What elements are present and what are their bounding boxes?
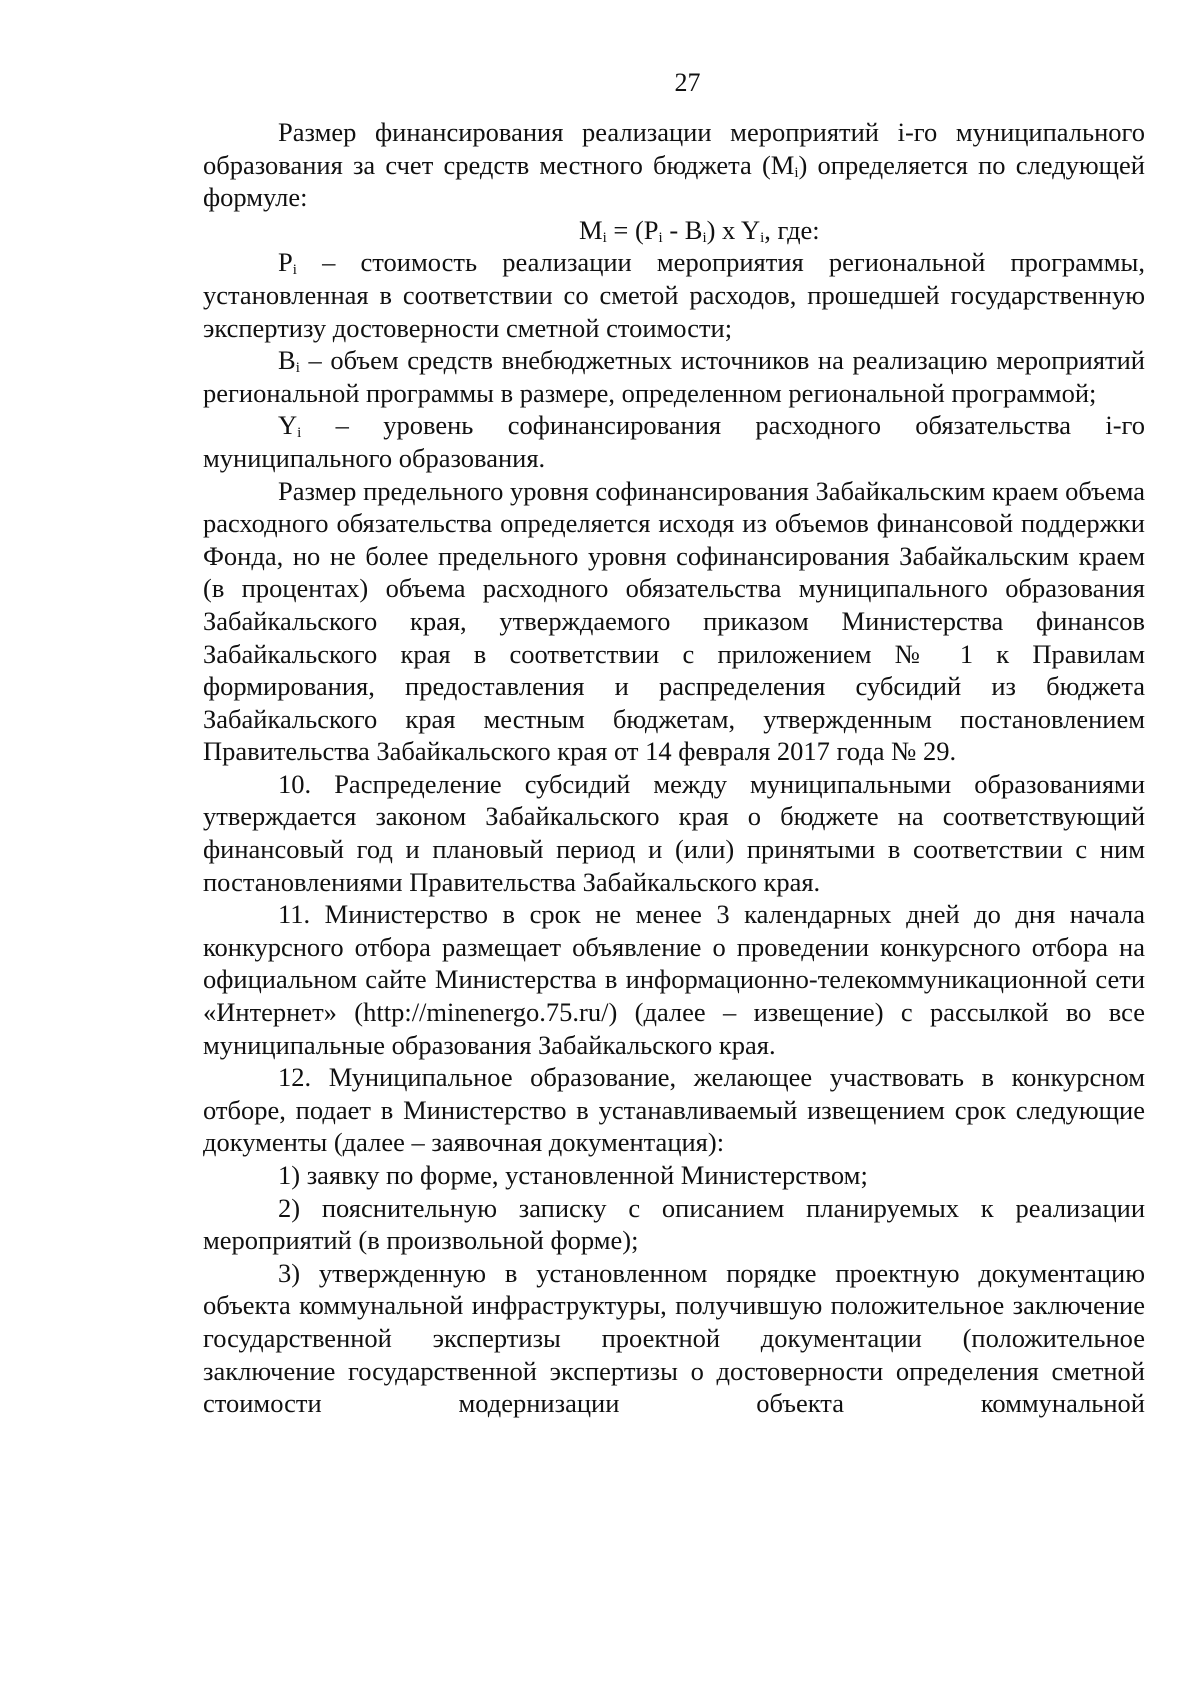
formula-tail: , где: (764, 214, 820, 245)
formula (203, 214, 1145, 247)
formula-b-sub: i (702, 229, 707, 246)
definition-b-sub: i (295, 360, 300, 377)
formula-eq: = (P (606, 214, 659, 245)
definition-p-sub: i (292, 262, 297, 279)
intro-tail: ) определяется по следующей формуле: (203, 149, 1145, 213)
definition-p (203, 246, 1145, 344)
definition-b-letter: B (278, 345, 296, 376)
definition-y-letter: Y (278, 410, 298, 441)
formula-minus: - B (662, 214, 703, 245)
paragraph-10: 10. Распределение субсидий между муниципальными образованиями утверждается законом Забайкальского края о бюджете на соответствующий финансовый год и плановый период и (или) принятыми в соответствии с ним постановлениями Правительства Забайкальского края. (203, 768, 1145, 897)
definition-y (203, 409, 1145, 474)
definition-p-text: – стоимость реализации мероприятия региональной программы, установленная в соответствии со сметой расходов, прошедшей государственную экспертизу достоверности сметной стоимости; (203, 247, 1145, 343)
formula-times: ) x Y (706, 214, 761, 245)
list-item-1: 1) заявку по форме, установленной Министерством; (278, 1160, 868, 1190)
definition-b-text: – объем средств внебюджетных источников на реализацию мероприятий региональной программы в размере, определенном региональной программой; (203, 345, 1145, 408)
paragraph-12: 12. Муниципальное образование, желающее участвовать в конкурсном отборе, подает в Министерство в устанавливаемый извещением срок следующие документы (далее – заявочная документация): (203, 1062, 1145, 1158)
definition-b (203, 344, 1145, 409)
formula-m: M (579, 214, 603, 245)
definition-y-sub: i (297, 425, 302, 442)
document-body (203, 116, 1145, 1420)
formula-m-sub: i (602, 229, 607, 246)
list-item-2: 2) пояснительную записку с описанием планируемых к реализации мероприятий (в произвольной форме); (203, 1192, 1145, 1256)
page-number: 27 (674, 68, 701, 97)
formula-p-sub: i (658, 229, 663, 246)
list-item-3: 3) утвержденную в установленном порядке проектную документацию объекта коммунальной инфраструктуры, получившую положительное заключение государственной экспертизы проектной документации (положительное заключение государственной экспертизы о достоверности определения сметной стоимости модернизации объекта коммунальной (203, 1257, 1145, 1419)
definition-p-letter: P (278, 247, 293, 278)
intro-text: Размер финансирования реализации мероприятий i-го муниципального образования за счет средств местного бюджета (M (203, 117, 1145, 180)
formula-y-sub: i (760, 229, 765, 246)
intro-paragraph (203, 116, 1145, 214)
paragraph-11: 11. Министерство в срок не менее 3 календарных дней до дня начала конкурсного отбора размещает объявление о проведении конкурсного отбора на официальном сайте Министерства в информационно-телекоммуникационной сети «Интернет» (http://minenergo.75.ru/) (далее – извещение) с рассылкой во все муниципальные образования Забайкальского края. (203, 899, 1145, 1060)
paragraph-cofinancing-limit: Размер предельного уровня софинансирования Забайкальским краем объема расходного обязательства определяется исходя из объемов финансовой поддержки Фонда, но не более предельного уровня софинансирования Забайкальским краем (в процентах) объема расходного обязательства муниципального образования Забайкальского края, утверждаемого приказом Министерства финансов Забайкальского края в соответствии с приложением № 1 к Правилам формирования, предоставления и распределения субсидий из бюджета Забайкальского края местным бюджетам, утвержденным постановлением Правительства Забайкальского края от 14 февраля 2017 года № 29. (203, 475, 1145, 767)
intro-subscript: i (794, 164, 799, 181)
definition-y-text: – уровень софинансирования расходного обязательства i-го муниципального образования. (203, 410, 1145, 473)
